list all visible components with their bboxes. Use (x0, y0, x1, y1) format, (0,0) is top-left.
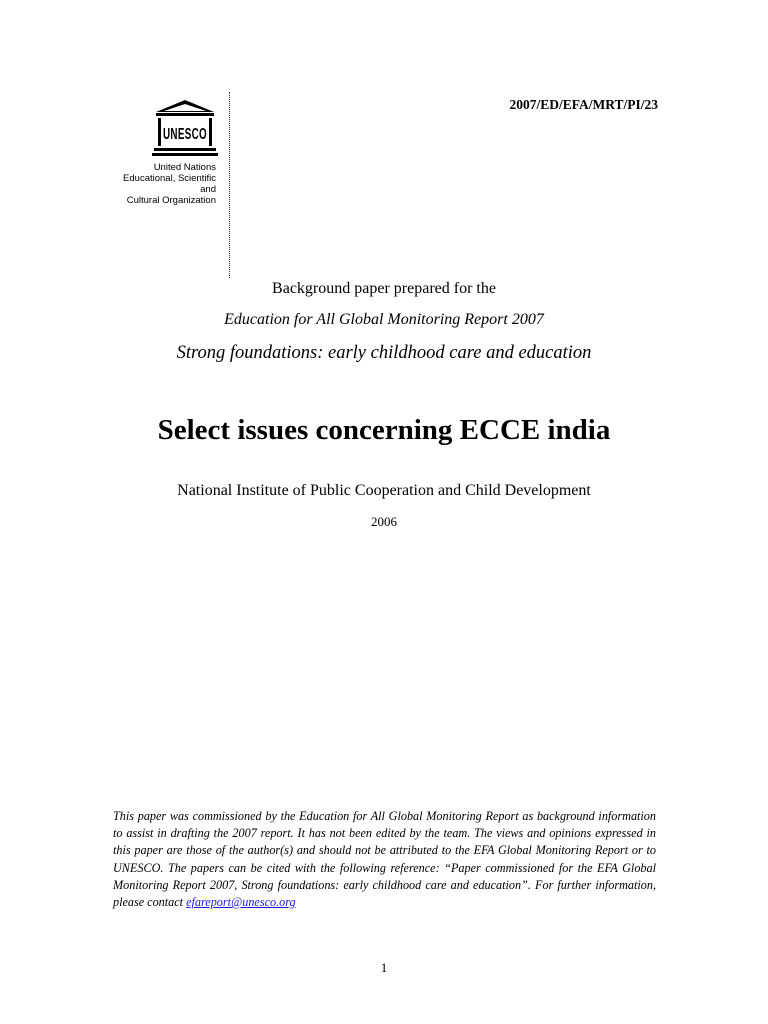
disclaimer-text: This paper was commissioned by the Education for All Global Monitoring Report as background information to assist in drafting the 2007 report. It has not been edited by the team. The views and opinions expressed in this paper are those of the author(s) and should not be attributed to the EFA Global Monitoring Report or to UNESCO. The papers can be cited with the following reference: “Paper commissioned for the EFA Global Monitoring Report 2007, Strong foundations: early childhood care and education”. For further information, please contact (113, 809, 656, 910)
organization-name (108, 162, 216, 206)
org-line-2: Educational, Scientific and (123, 173, 216, 195)
report-name: Education for All Global Monitoring Report 2007 (224, 311, 544, 328)
unesco-temple-icon (152, 98, 218, 158)
publication-year: 2006 (371, 514, 397, 529)
report-theme: Strong foundations: early childhood care and education (176, 343, 592, 363)
page-number: 1 (380, 960, 388, 975)
page-title: Select issues concerning ECCE india (157, 414, 611, 446)
contact-email-link[interactable]: efareport@unesco.org (186, 895, 296, 910)
dotted-divider (229, 92, 230, 278)
disclaimer (113, 808, 656, 911)
org-line-3: Cultural Organization (126, 195, 216, 206)
org-line-1: United Nations (153, 162, 216, 173)
unesco-wordmark: UNESCO (163, 126, 207, 143)
document-code: 2007/ED/EFA/MRT/PI/23 (509, 97, 658, 112)
author-institution: National Institute of Public Cooperation and Child Development (177, 482, 591, 499)
background-paper-line: Background paper prepared for the (272, 280, 496, 297)
